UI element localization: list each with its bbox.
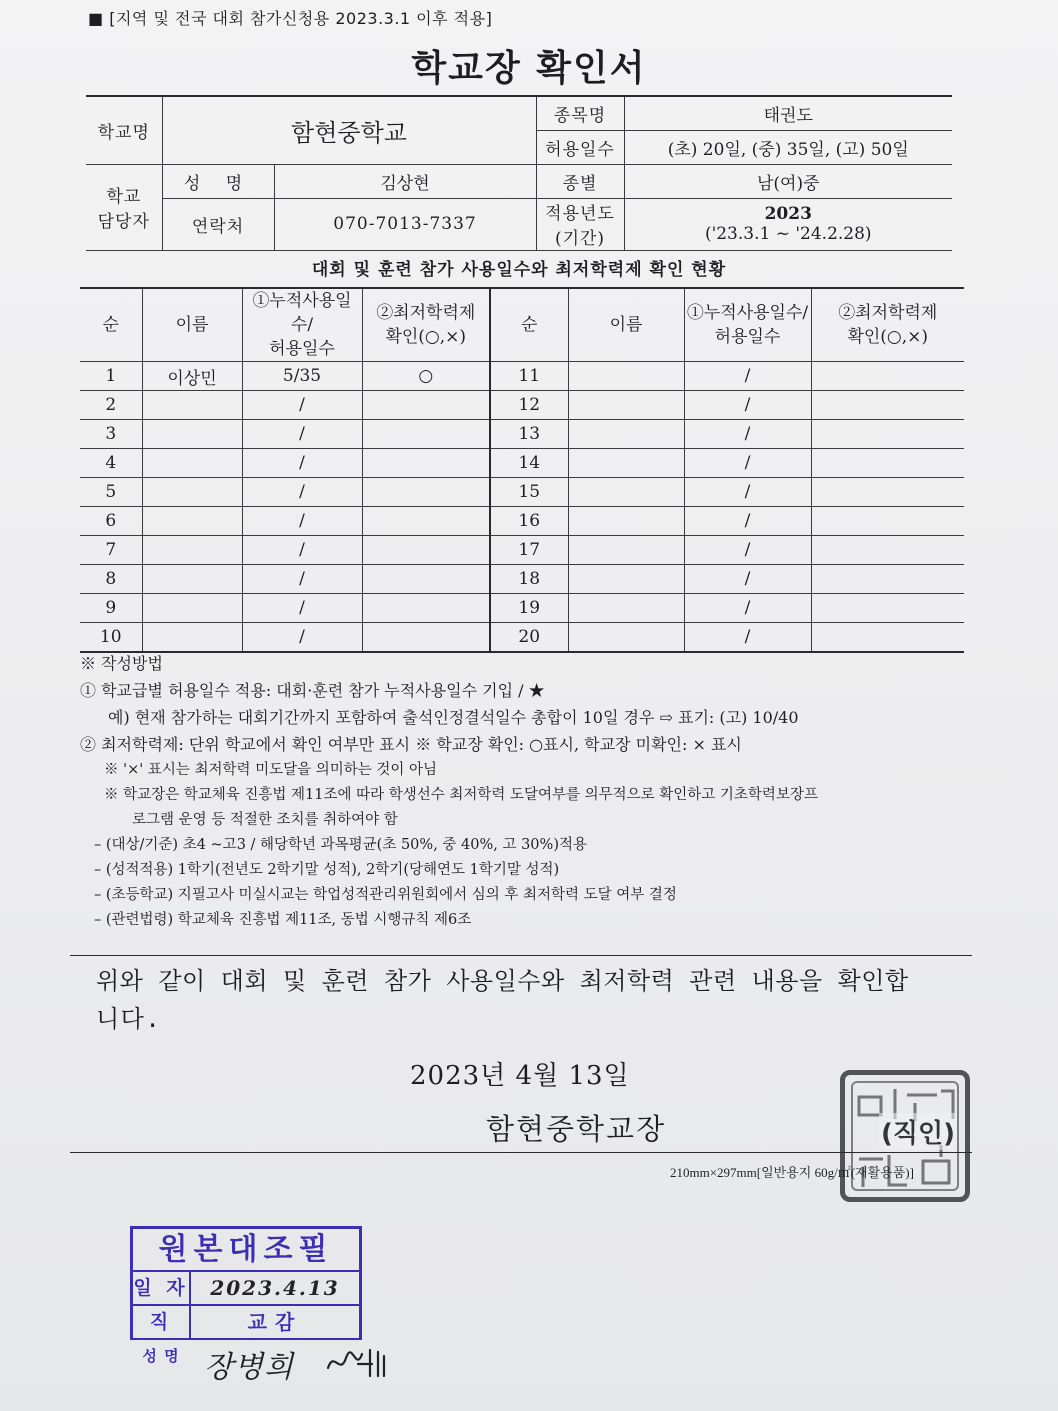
form-tag: ■ [지역 및 전국 대회 참가신청용 2023.3.1 이후 적용] [88, 9, 493, 28]
teacher-label-line2: 담당자 [97, 212, 150, 232]
row-no-2: 14 [490, 449, 568, 478]
row-name-2 [568, 623, 684, 652]
instruction-line: – (대상/기준) 초4 ~고3 / 해당학년 과목평균(초 50%, 중 40%, 고 30%)적용 [94, 837, 587, 853]
row-name-2 [568, 594, 684, 623]
page-title: 학교장 확인서 [411, 48, 647, 89]
table-row [80, 594, 964, 623]
instruction-line: – (초등학교) 지필고사 미실시교는 학업성적관리위원회에서 심의 후 최저학력 도달 여부 결정 [94, 887, 677, 903]
stamp-title: 원본대조필 [130, 1226, 362, 1272]
col-check [362, 288, 490, 362]
row-check-2 [811, 362, 964, 391]
col-days-2 [684, 288, 811, 362]
table-body [80, 362, 964, 652]
row-check-2 [811, 507, 964, 536]
col-check-line2: 확인(○,×) [385, 327, 467, 347]
row-no-2: 20 [490, 623, 568, 652]
row-name [142, 449, 242, 478]
col-days-line2: 허용일수 [269, 339, 335, 359]
row-days: / [242, 565, 362, 594]
row-days-2: / [684, 594, 811, 623]
col-name: 이름 [142, 288, 242, 362]
row-name [142, 594, 242, 623]
col-name-2: 이름 [568, 288, 684, 362]
row-no-2: 19 [490, 594, 568, 623]
row-check [362, 420, 490, 449]
col-days-2-line2: 허용일수 [714, 327, 781, 347]
year-label-line2: (기간) [554, 229, 606, 249]
row-check-2 [811, 478, 964, 507]
col-days-2-line1: ①누적사용일수/ [686, 303, 809, 323]
table-row [80, 478, 964, 507]
col-days-line1: ①누적사용일수/ [252, 291, 352, 335]
row-no: 6 [80, 507, 142, 536]
row-name [142, 391, 242, 420]
signer-name: 장병희 [204, 1350, 294, 1385]
row-no: 5 [80, 478, 142, 507]
confirmation-text [96, 962, 966, 1038]
row-days-2: / [684, 565, 811, 594]
row-check: ○ [362, 362, 490, 391]
instruction-line: ※ 학교장은 학교체육 진흥법 제11조에 따라 학생선수 최저학력 도달여부를 의무적으로 확인하고 기초학력보장프 [104, 787, 818, 803]
gender-value: 남(여)중 [624, 164, 952, 198]
signature-scribble-icon [322, 1346, 392, 1378]
name-label: 성 명 [162, 164, 274, 198]
row-name-2 [568, 449, 684, 478]
principal-title: 함현중학교장 [486, 1112, 667, 1146]
row-no: 10 [80, 623, 142, 652]
row-name-2 [568, 478, 684, 507]
col-check-line1: ②최저학력제 [376, 303, 476, 323]
row-check-2 [811, 391, 964, 420]
row-name-2 [568, 536, 684, 565]
row-days-2: / [684, 391, 811, 420]
confirmation-line2: 니다. [96, 1005, 162, 1033]
row-no: 8 [80, 565, 142, 594]
contact-label: 연락처 [162, 198, 274, 250]
row-check-2 [811, 594, 964, 623]
row-days-2: / [684, 449, 811, 478]
row-check [362, 594, 490, 623]
stamp-position-value: 교감 [247, 1310, 303, 1334]
row-check [362, 536, 490, 565]
table-row [80, 536, 964, 565]
teacher-label-line1: 학교 [106, 187, 142, 207]
participation-table [80, 287, 964, 653]
row-name-2 [568, 565, 684, 594]
row-days: 5/35 [242, 362, 362, 391]
row-check [362, 449, 490, 478]
row-no-2: 12 [490, 391, 568, 420]
row-days-2: / [684, 536, 811, 565]
table-row [80, 420, 964, 449]
info-table [86, 95, 952, 251]
row-name: 이상민 [142, 362, 242, 391]
row-name [142, 478, 242, 507]
allowed-days-label: 허용일수 [536, 130, 624, 164]
stamp-name-label: 성 명 [142, 1347, 180, 1365]
row-days: / [242, 507, 362, 536]
row-no: 9 [80, 594, 142, 623]
row-name [142, 536, 242, 565]
row-no: 1 [80, 362, 142, 391]
col-check-2-line2: 확인(○,×) [847, 327, 929, 347]
stamp-row-date [130, 1272, 362, 1306]
official-seal [840, 1070, 970, 1202]
row-check-2 [811, 623, 964, 652]
year-label [536, 198, 624, 250]
year-cell [624, 198, 952, 250]
table-subtitle: 대회 및 훈련 참가 사용일수와 최저학력제 확인 현황 [311, 260, 727, 280]
confirmation-line1: 위와 같이 대회 및 훈련 참가 사용일수와 최저학력 관련 내용을 확인합 [96, 967, 909, 995]
instruction-line: ① 학교급별 허용일수 적용: 대회·훈련 참가 누적사용일수 기입 / ★ [80, 681, 545, 700]
instruction-line: 로그램 운영 등 적절한 조치를 취하여야 함 [132, 812, 398, 828]
row-check [362, 391, 490, 420]
row-name [142, 623, 242, 652]
row-no: 4 [80, 449, 142, 478]
row-no-2: 18 [490, 565, 568, 594]
row-no-2: 11 [490, 362, 568, 391]
row-no-2: 15 [490, 478, 568, 507]
row-days: / [242, 420, 362, 449]
row-no-2: 16 [490, 507, 568, 536]
row-name [142, 420, 242, 449]
instruction-line: – (성적적용) 1학기(전년도 2학기말 성적), 2학기(당해연도 1학기말 성적) [94, 862, 560, 878]
col-no-2: 순 [490, 288, 568, 362]
issue-date: 2023년 4월 13일 [410, 1061, 630, 1091]
seal-label: (직인) [879, 1113, 957, 1150]
instruction-line: ※ '×' 표시는 최저학력 미도달을 의미하는 것이 아님 [104, 762, 438, 778]
col-check-2 [811, 288, 964, 362]
col-no: 순 [80, 288, 142, 362]
row-days-2: / [684, 623, 811, 652]
row-days: / [242, 391, 362, 420]
gender-label: 종별 [536, 164, 624, 198]
table-row [80, 362, 964, 391]
row-days: / [242, 623, 362, 652]
stamp-date-value: 2023.4.13 [210, 1276, 340, 1300]
period-value: ('23.3.1 ~ '24.2.28) [704, 224, 872, 244]
row-name-2 [568, 391, 684, 420]
stamp-date-label: 일 자 [133, 1272, 191, 1304]
row-check-2 [811, 565, 964, 594]
table-row [80, 449, 964, 478]
divider [70, 1152, 972, 1153]
row-days-2: / [684, 507, 811, 536]
school-label: 학교명 [86, 96, 162, 164]
row-check [362, 507, 490, 536]
instructions [80, 650, 980, 933]
row-name-2 [568, 362, 684, 391]
col-check-2-line1: ②최저학력제 [838, 303, 938, 323]
year-value: 2023 [764, 204, 812, 224]
row-name [142, 507, 242, 536]
row-days: / [242, 536, 362, 565]
table-row [80, 507, 964, 536]
name-value: 김상현 [274, 164, 536, 198]
paper-size-note: 210mm×297mm[일반용지 60g/㎡(재활용품)] [670, 1165, 914, 1180]
row-no: 2 [80, 391, 142, 420]
row-days-2: / [684, 362, 811, 391]
stamp-position-label: 직 [133, 1306, 191, 1338]
teacher-label [86, 164, 162, 250]
school-value: 함현중학교 [162, 96, 536, 164]
row-check-2 [811, 420, 964, 449]
contact-value: 070-7013-7337 [274, 198, 536, 250]
row-name-2 [568, 420, 684, 449]
instruction-line: – (관련법령) 학교체육 진흥법 제11조, 동법 시행규칙 제6조 [94, 912, 472, 928]
event-label: 종목명 [536, 96, 624, 130]
instructions-heading: ※ 작성방법 [80, 654, 163, 673]
col-days [242, 288, 362, 362]
table-row [80, 565, 964, 594]
row-check-2 [811, 536, 964, 565]
row-name-2 [568, 507, 684, 536]
divider [70, 955, 972, 956]
row-name [142, 565, 242, 594]
event-value: 태권도 [624, 96, 952, 130]
row-check [362, 565, 490, 594]
row-check [362, 478, 490, 507]
row-no-2: 17 [490, 536, 568, 565]
row-days-2: / [684, 478, 811, 507]
row-days: / [242, 478, 362, 507]
row-no: 7 [80, 536, 142, 565]
row-days: / [242, 449, 362, 478]
row-check [362, 623, 490, 652]
stamp-row-position [130, 1306, 362, 1340]
instruction-line: 예) 현재 참가하는 대회기간까지 포함하여 출석인정결석일수 총합이 10일 경우 ⇨ 표기: (고) 10/40 [108, 708, 799, 727]
table-row [80, 623, 964, 652]
row-check-2 [811, 449, 964, 478]
instruction-line: ② 최저학력제: 단위 학교에서 확인 여부만 표시 ※ 학교장 확인: ○표시, 학교장 미확인: × 표시 [80, 735, 742, 754]
row-days-2: / [684, 420, 811, 449]
table-row [80, 391, 964, 420]
row-days: / [242, 594, 362, 623]
year-label-line1: 적용년도 [545, 204, 615, 224]
row-no: 3 [80, 420, 142, 449]
allowed-days-value: (초) 20일, (중) 35일, (고) 50일 [624, 130, 952, 164]
row-no-2: 13 [490, 420, 568, 449]
